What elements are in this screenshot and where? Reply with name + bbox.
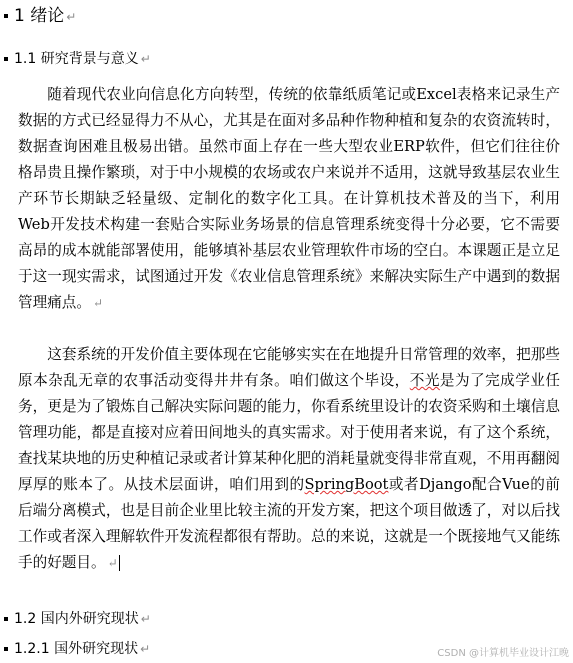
- spellcheck-flag: 不光: [409, 372, 440, 389]
- text-cursor: [119, 555, 120, 571]
- paragraph-background[interactable]: [18, 82, 560, 316]
- subsection-title: 1.2.1 国外研究现状: [14, 641, 139, 657]
- section-title: 1.1 研究背景与意义: [14, 51, 139, 67]
- paragraph-text: 随着现代农业向信息化方向转型，传统的依靠纸质笔记或Excel表格来记录生产数据的方式已经显得力不从心，尤其是在面对多品种作物种植和复杂的农资流转时，数据查询困难且极易出错。虽然市面上存在一些大型农业ERP软件，但它们往往价格昂贵且操作繁琐，对于中小规模的农场或农户来说并不适用，这就导致基层农业生产环节长期缺乏轻量级、定制化的数字化工具。在计算机技术普及的当下，利用Web开发技术构建一套贴合实际业务场景的信息管理系统变得十分必要，它不需要高昂的成本就能部署使用，能够填补基层农业管理软件市场的空白。本课题正是立足于这一现实需求，试图通过开发《农业信息管理系统》来解决实际生产中遇到的数据管理痛点。: [18, 86, 560, 311]
- section-heading-status: [4, 612, 151, 626]
- subsection-heading-foreign: [4, 642, 150, 656]
- spellcheck-flag: SpringBoot: [304, 476, 389, 493]
- paragraph-mark-icon: ↵: [140, 642, 151, 656]
- chapter-heading: [4, 8, 76, 25]
- watermark: CSDN @计算机毕业设计江晚: [437, 648, 569, 659]
- paragraph-significance[interactable]: [18, 342, 560, 576]
- paragraph-text: 是为了完成学业任务，更是为了锻炼自己解决实际问题的能力，你看系统里设计的农资采购和土壤信息管理功能，都是直接对应着田间地头的真实需求。对于使用者来说，有了这个系统，查找某块地的历史种植记录或者计算某种化肥的消耗量就变得非常直观，不用再翻阅厚厚的账本了。从技术层面讲，咱们用到的: [18, 372, 560, 493]
- heading-handle-icon: [4, 14, 8, 18]
- section-title: 1.2 国内外研究现状: [14, 611, 139, 627]
- heading-handle-icon: [4, 617, 8, 621]
- heading-handle-icon: [4, 57, 8, 61]
- paragraph-mark-icon: ↵: [107, 556, 118, 570]
- paragraph-mark-icon: ↵: [140, 612, 151, 626]
- paragraph-mark-icon: ↵: [140, 52, 151, 66]
- chapter-title: 1 绪论: [14, 6, 65, 26]
- paragraph-text: 这套系统的开发价值主要体现在它能够实实在在地提升日常管理的效率，把那些原本杂乱无章的农事活动变得井井有条。咱们做这个毕设，: [18, 346, 560, 389]
- paragraph-mark-icon: ↵: [92, 296, 104, 310]
- section-heading-background: [4, 52, 151, 66]
- heading-handle-icon: [4, 647, 8, 651]
- paragraph-mark-icon: ↵: [66, 10, 77, 24]
- paragraph-text: 或者Django配合Vue的前后端分离模式，也是目前企业里比较主流的开发方案，把这个项目做透了，对以后找工作或者深入理解软件开发流程都很有帮助。总的来说，这就是一个既接地气又能练手的好题目。: [18, 476, 560, 571]
